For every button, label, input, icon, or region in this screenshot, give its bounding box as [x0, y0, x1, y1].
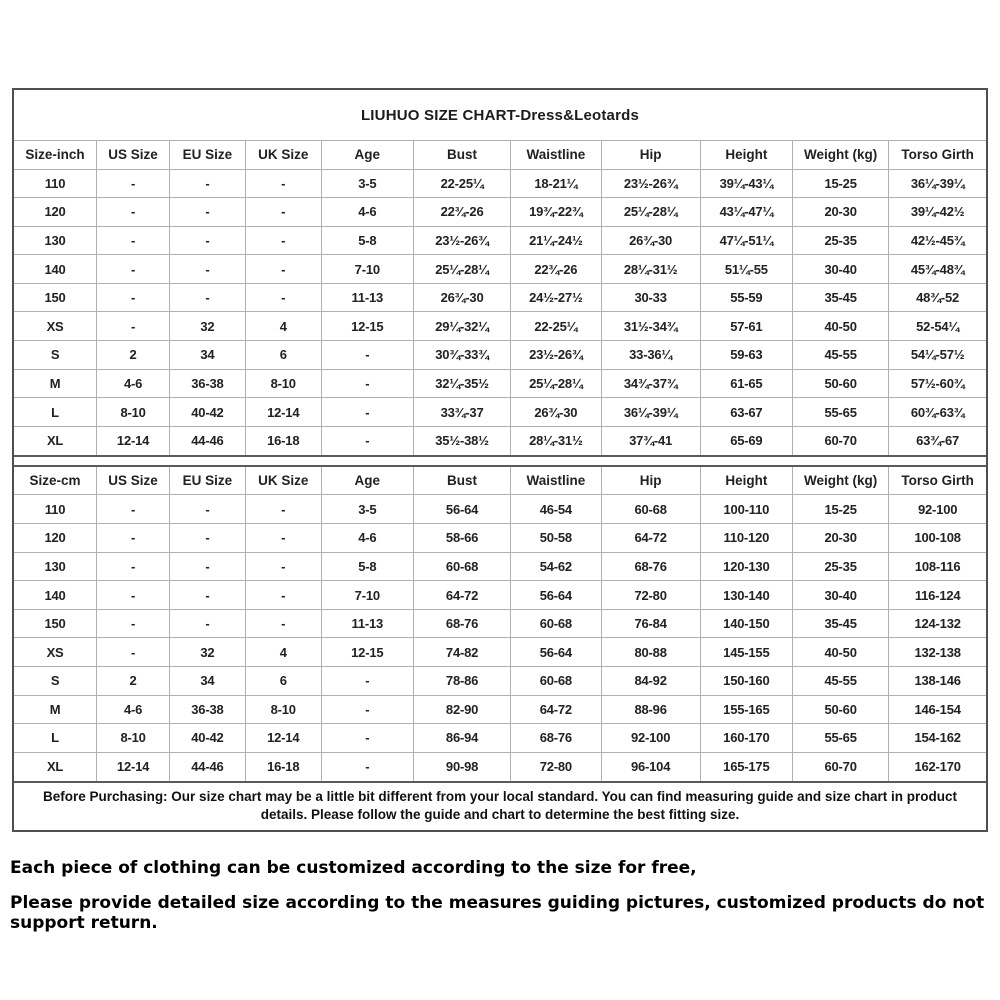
- table-cell: 88-96: [601, 695, 700, 724]
- table-cell: 57½-60¾: [889, 369, 986, 398]
- table-cell: 30-40: [793, 581, 889, 610]
- table-cell: 100-108: [889, 524, 986, 553]
- table-cell: 31½-34¾: [601, 312, 700, 341]
- table-cell: 22-25¼: [413, 169, 510, 198]
- table-cell: 48¾-52: [889, 283, 986, 312]
- inch-table-body: [14, 169, 986, 455]
- column-header: Torso Girth: [889, 467, 986, 495]
- table-cell: 60-68: [511, 667, 601, 696]
- column-header: Torso Girth: [889, 141, 986, 169]
- return-policy-note: Please provide detailed size according to the measures guiding pictures, customized products do not support return.: [10, 893, 985, 933]
- table-cell: 36-38: [170, 369, 246, 398]
- table-cell: 68-76: [511, 724, 601, 753]
- table-cell: 45-55: [793, 667, 889, 696]
- table-cell: -: [170, 524, 246, 553]
- table-cell: 4-6: [97, 369, 170, 398]
- table-row: [14, 695, 986, 724]
- table-cell: M: [14, 695, 97, 724]
- table-cell: 11-13: [321, 283, 413, 312]
- table-cell: -: [245, 495, 321, 524]
- table-cell: XL: [14, 426, 97, 455]
- table-cell: 108-116: [889, 552, 986, 581]
- table-cell: 33-36¼: [601, 341, 700, 370]
- table-cell: 96-104: [601, 752, 700, 781]
- table-cell: -: [321, 426, 413, 455]
- table-cell: 33¾-37: [413, 398, 510, 427]
- table-cell: 92-100: [601, 724, 700, 753]
- cm-table-body: [14, 495, 986, 781]
- table-cell: 8-10: [97, 724, 170, 753]
- table-cell: 50-60: [793, 695, 889, 724]
- table-cell: -: [245, 283, 321, 312]
- table-cell: 40-42: [170, 398, 246, 427]
- table-cell: -: [97, 283, 170, 312]
- column-header: EU Size: [170, 141, 246, 169]
- table-cell: 64-72: [601, 524, 700, 553]
- table-row: [14, 312, 986, 341]
- table-cell: 35-45: [793, 283, 889, 312]
- table-cell: 28¼-31½: [601, 255, 700, 284]
- table-cell: 150-160: [700, 667, 792, 696]
- table-row: [14, 724, 986, 753]
- size-chart: [12, 88, 988, 832]
- table-cell: 68-76: [601, 552, 700, 581]
- column-header: Hip: [601, 141, 700, 169]
- table-cell: 3-5: [321, 169, 413, 198]
- table-cell: 132-138: [889, 638, 986, 667]
- table-row: [14, 369, 986, 398]
- table-cell: 55-65: [793, 724, 889, 753]
- table-cell: 45-55: [793, 341, 889, 370]
- table-cell: 12-14: [245, 398, 321, 427]
- table-cell: -: [97, 552, 170, 581]
- column-header: Waistline: [511, 141, 601, 169]
- table-cell: -: [97, 609, 170, 638]
- table-cell: XS: [14, 638, 97, 667]
- table-cell: 110: [14, 495, 97, 524]
- column-header: Age: [321, 467, 413, 495]
- size-chart-inch-table: [14, 141, 986, 455]
- header-row: [14, 141, 986, 169]
- table-cell: -: [245, 581, 321, 610]
- table-cell: -: [170, 609, 246, 638]
- table-cell: -: [321, 341, 413, 370]
- table-cell: 24½-27½: [511, 283, 601, 312]
- table-cell: 76-84: [601, 609, 700, 638]
- column-header: Height: [700, 467, 792, 495]
- table-cell: 16-18: [245, 752, 321, 781]
- table-cell: 56-64: [413, 495, 510, 524]
- table-cell: 46-54: [511, 495, 601, 524]
- table-cell: 72-80: [601, 581, 700, 610]
- table-cell: 19¾-22¾: [511, 198, 601, 227]
- table-cell: 40-50: [793, 638, 889, 667]
- table-row: [14, 169, 986, 198]
- table-cell: 86-94: [413, 724, 510, 753]
- table-cell: -: [245, 198, 321, 227]
- table-cell: 25-35: [793, 552, 889, 581]
- table-cell: 146-154: [889, 695, 986, 724]
- table-cell: 60-70: [793, 752, 889, 781]
- column-header: UK Size: [245, 467, 321, 495]
- table-cell: 7-10: [321, 255, 413, 284]
- table-cell: 12-14: [245, 724, 321, 753]
- table-cell: 30¾-33¾: [413, 341, 510, 370]
- table-cell: -: [97, 169, 170, 198]
- table-cell: 11-13: [321, 609, 413, 638]
- table-cell: 116-124: [889, 581, 986, 610]
- table-cell: 145-155: [700, 638, 792, 667]
- table-cell: 8-10: [245, 369, 321, 398]
- table-cell: 4: [245, 312, 321, 341]
- table-cell: 56-64: [511, 581, 601, 610]
- section-separator: [14, 455, 986, 467]
- chart-title: LIUHUO SIZE CHART-Dress&Leotards: [14, 90, 986, 141]
- table-cell: 12-14: [97, 426, 170, 455]
- table-cell: S: [14, 341, 97, 370]
- table-cell: -: [170, 255, 246, 284]
- table-cell: 6: [245, 341, 321, 370]
- table-cell: 40-42: [170, 724, 246, 753]
- table-cell: -: [170, 581, 246, 610]
- table-cell: -: [321, 667, 413, 696]
- table-cell: 23½-26¾: [413, 226, 510, 255]
- table-cell: 37¾-41: [601, 426, 700, 455]
- table-cell: 162-170: [914, 759, 961, 775]
- table-cell: -: [170, 495, 246, 524]
- column-header: Height: [700, 141, 792, 169]
- table-cell: 35-45: [793, 609, 889, 638]
- table-cell: 25-35: [793, 226, 889, 255]
- table-cell: 74-82: [413, 638, 510, 667]
- table-cell: 4-6: [97, 695, 170, 724]
- table-cell: 165-175: [700, 752, 792, 781]
- table-cell: 140-150: [700, 609, 792, 638]
- table-cell: 80-88: [601, 638, 700, 667]
- table-cell: 150: [14, 609, 97, 638]
- table-cell: 39¼-43¼: [700, 169, 792, 198]
- table-cell: 78-86: [413, 667, 510, 696]
- table-cell: 64-72: [511, 695, 601, 724]
- table-cell: 25¼-28¼: [511, 369, 601, 398]
- table-cell: -: [245, 226, 321, 255]
- table-cell: 30-40: [793, 255, 889, 284]
- table-cell: 57-61: [700, 312, 792, 341]
- table-row: [14, 255, 986, 284]
- table-cell: 29¼-32¼: [413, 312, 510, 341]
- table-cell: 8-10: [97, 398, 170, 427]
- table-row: [14, 552, 986, 581]
- table-cell: 20-30: [793, 524, 889, 553]
- table-cell: 26¾-30: [511, 398, 601, 427]
- table-row: [14, 752, 986, 781]
- table-cell: -: [97, 581, 170, 610]
- table-cell: 65-69: [700, 426, 792, 455]
- table-cell: 12-15: [321, 638, 413, 667]
- table-cell: -: [245, 524, 321, 553]
- inch-table-header: [14, 141, 986, 169]
- table-cell: 22-25¼: [511, 312, 601, 341]
- table-row: [14, 524, 986, 553]
- table-cell: 120-130: [700, 552, 792, 581]
- table-cell: 52-54¼: [889, 312, 986, 341]
- table-cell: -: [170, 552, 246, 581]
- table-cell: 28¼-31½: [511, 426, 601, 455]
- table-cell: -: [170, 283, 246, 312]
- table-cell: -: [245, 169, 321, 198]
- column-header: UK Size: [245, 141, 321, 169]
- table-cell: 25¼-28¼: [413, 255, 510, 284]
- table-cell: -: [321, 398, 413, 427]
- table-cell: L: [14, 398, 97, 427]
- table-cell: 58-66: [413, 524, 510, 553]
- column-header: Size-cm: [14, 467, 97, 495]
- table-cell: 55-65: [793, 398, 889, 427]
- table-cell: 50-60: [793, 369, 889, 398]
- column-header: US Size: [97, 467, 170, 495]
- table-cell: 155-165: [700, 695, 792, 724]
- table-cell: 7-10: [321, 581, 413, 610]
- table-cell: 43¼-47¼: [700, 198, 792, 227]
- table-cell: 68-76: [413, 609, 510, 638]
- table-row: [14, 609, 986, 638]
- table-cell: -: [97, 312, 170, 341]
- table-cell: -: [321, 369, 413, 398]
- table-cell: 16-18: [245, 426, 321, 455]
- table-cell: 30-33: [601, 283, 700, 312]
- table-cell: 15-25: [793, 495, 889, 524]
- table-cell: 18-21¼: [511, 169, 601, 198]
- table-cell: 34: [170, 667, 246, 696]
- table-cell: 120: [14, 524, 97, 553]
- table-row: [14, 495, 986, 524]
- table-cell: 51¼-55: [700, 255, 792, 284]
- table-cell: 21¼-24½: [511, 226, 601, 255]
- table-row: [14, 226, 986, 255]
- column-header: Bust: [413, 467, 510, 495]
- table-cell: 36-38: [170, 695, 246, 724]
- table-cell: 5-8: [321, 552, 413, 581]
- cm-table-header: [14, 467, 986, 495]
- table-cell: -: [321, 724, 413, 753]
- table-cell: 59-63: [700, 341, 792, 370]
- table-cell: 32¼-35½: [413, 369, 510, 398]
- table-cell: 47¼-51¼: [700, 226, 792, 255]
- table-cell: 56-64: [511, 638, 601, 667]
- table-row: [14, 198, 986, 227]
- table-cell: 72-80: [511, 752, 601, 781]
- table-cell: 150: [14, 283, 97, 312]
- table-cell: -: [97, 524, 170, 553]
- table-cell: 39¼-42½: [889, 198, 986, 227]
- column-header: Weight (kg): [793, 141, 889, 169]
- table-cell: 23½-26¾: [601, 169, 700, 198]
- table-cell: 26¾-30: [601, 226, 700, 255]
- table-cell: 160-170: [700, 724, 792, 753]
- table-cell: 110: [14, 169, 97, 198]
- table-cell: -: [170, 169, 246, 198]
- table-cell: 100-110: [700, 495, 792, 524]
- table-cell: 54-62: [511, 552, 601, 581]
- table-cell: -: [97, 495, 170, 524]
- column-header: Waistline: [511, 467, 601, 495]
- table-cell: -: [321, 695, 413, 724]
- table-cell: 20-30: [793, 198, 889, 227]
- table-cell: 3-5: [321, 495, 413, 524]
- table-cell: -: [170, 198, 246, 227]
- table-cell: XS: [14, 312, 97, 341]
- table-cell: 34: [170, 341, 246, 370]
- table-cell: 140: [14, 255, 97, 284]
- table-cell: 2: [97, 667, 170, 696]
- customization-note: Each piece of clothing can be customized according to the size for free,: [10, 858, 697, 878]
- table-cell: L: [14, 724, 97, 753]
- table-cell: 5-8: [321, 226, 413, 255]
- table-cell: 92-100: [889, 495, 986, 524]
- table-cell: 60-70: [793, 426, 889, 455]
- table-cell: 82-90: [413, 695, 510, 724]
- column-header: Bust: [413, 141, 510, 169]
- table-cell: 42½-45¾: [889, 226, 986, 255]
- table-cell: 32: [170, 312, 246, 341]
- table-cell: 36¼-39¼: [601, 398, 700, 427]
- table-cell: -: [245, 552, 321, 581]
- table-cell: 54¼-57½: [889, 341, 986, 370]
- table-cell: 26¾-30: [413, 283, 510, 312]
- column-header: EU Size: [170, 467, 246, 495]
- column-header: Age: [321, 141, 413, 169]
- table-cell: 15-25: [793, 169, 889, 198]
- table-cell: 60-68: [413, 552, 510, 581]
- table-cell: 6: [245, 667, 321, 696]
- table-cell: 22¾-26: [413, 198, 510, 227]
- table-cell: 50-58: [511, 524, 601, 553]
- column-header: Hip: [601, 467, 700, 495]
- table-cell: 45¾-48¾: [889, 255, 986, 284]
- header-row: [14, 467, 986, 495]
- table-cell: 90-98: [413, 752, 510, 781]
- table-cell: 36¼-39¼: [889, 169, 986, 198]
- table-cell: 44-46: [170, 426, 246, 455]
- table-cell: -: [97, 255, 170, 284]
- table-cell: XL: [14, 752, 97, 781]
- table-row: [14, 667, 986, 696]
- table-cell: 154-162: [889, 724, 986, 753]
- column-header: US Size: [97, 141, 170, 169]
- table-cell: 34¾-37¾: [601, 369, 700, 398]
- table-cell: 64-72: [413, 581, 510, 610]
- table-row: [14, 398, 986, 427]
- table-cell: -: [321, 752, 413, 781]
- table-row: [14, 426, 986, 455]
- table-cell: 63¾-67: [916, 433, 960, 449]
- table-cell: 140: [14, 581, 97, 610]
- table-cell: 124-132: [889, 609, 986, 638]
- table-cell: 138-146: [889, 667, 986, 696]
- before-purchasing-note: Before Purchasing: Our size chart may be a little bit different from your local standard. You can find measuring guide and size chart in product details. Please follow the guide and chart to determine the best fitting size.: [14, 781, 986, 830]
- table-cell: 23½-26¾: [511, 341, 601, 370]
- table-cell: 110-120: [700, 524, 792, 553]
- table-cell: 4: [245, 638, 321, 667]
- table-row: [14, 638, 986, 667]
- table-cell: -: [97, 638, 170, 667]
- table-cell: 40-50: [793, 312, 889, 341]
- column-header: Size-inch: [14, 141, 97, 169]
- table-cell: 60¾-63¾: [889, 398, 986, 427]
- table-cell: M: [14, 369, 97, 398]
- table-cell: 130: [14, 552, 97, 581]
- table-cell: 60-68: [601, 495, 700, 524]
- table-cell: -: [245, 609, 321, 638]
- table-cell: 84-92: [601, 667, 700, 696]
- table-cell: 2: [97, 341, 170, 370]
- table-row: [14, 341, 986, 370]
- table-cell: 25¼-28¼: [601, 198, 700, 227]
- table-cell: 35½-38½: [413, 426, 510, 455]
- table-cell: S: [14, 667, 97, 696]
- size-chart-cm-table: [14, 467, 986, 781]
- table-cell: 12-14: [97, 752, 170, 781]
- table-cell: 130-140: [700, 581, 792, 610]
- table-cell: 4-6: [321, 198, 413, 227]
- table-row: [14, 581, 986, 610]
- table-row: [14, 283, 986, 312]
- table-cell: 60-68: [511, 609, 601, 638]
- table-cell: 32: [170, 638, 246, 667]
- table-cell: 63-67: [700, 398, 792, 427]
- table-cell: 55-59: [700, 283, 792, 312]
- table-cell: 120: [14, 198, 97, 227]
- table-cell: 12-15: [321, 312, 413, 341]
- table-cell: 8-10: [245, 695, 321, 724]
- table-cell: 61-65: [700, 369, 792, 398]
- table-cell: -: [245, 255, 321, 284]
- column-header: Weight (kg): [793, 467, 889, 495]
- table-cell: -: [170, 226, 246, 255]
- table-cell: 4-6: [321, 524, 413, 553]
- table-cell: 22¾-26: [511, 255, 601, 284]
- table-cell: 130: [14, 226, 97, 255]
- table-cell: -: [97, 226, 170, 255]
- table-cell: -: [97, 198, 170, 227]
- table-cell: 44-46: [170, 752, 246, 781]
